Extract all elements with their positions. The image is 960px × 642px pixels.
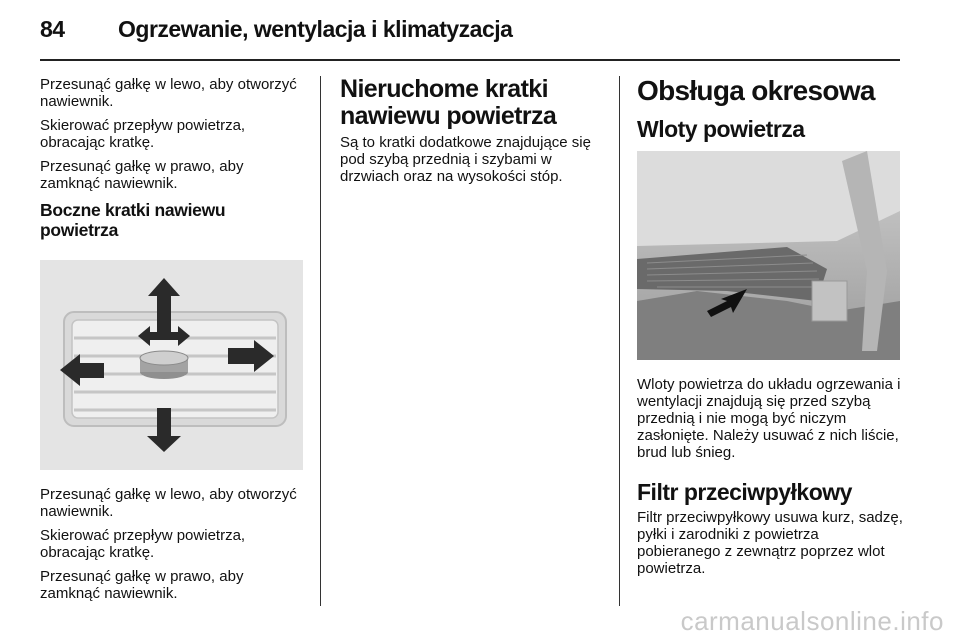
paragraph: Filtr przeciwpyłkowy usuwa kurz, sadzę, pyłki i zarodniki z powietrza pobieranego z zewnątrz poprzez wlot powietrza. <box>637 509 903 577</box>
paragraph: Przesunąć gałkę w lewo, aby otworzyć nawiewnik. <box>40 486 297 520</box>
section-heading-air-intakes: Wloty powietrza <box>637 116 805 142</box>
paragraph: Przesunąć gałkę w lewo, aby otworzyć nawiewnik. <box>40 76 297 110</box>
watermark: carmanualsonline.info <box>680 606 944 636</box>
column-1-lower <box>40 486 304 609</box>
page-number: 84 <box>40 16 65 42</box>
paragraph: Są to kratki dodatkowe znajdujące się pod szybą przednią i szybami w drzwiach oraz na wysokości stóp. <box>340 134 591 185</box>
paragraph: Wloty powietrza do układu ogrzewania i wentylacji znajdują się przed szybą przednią i nie mogą być niczym zasłonięte. Należy usuwać z nich liście, brud lub śnieg. <box>637 376 901 461</box>
page-header <box>40 0 900 62</box>
paragraph: Przesunąć gałkę w prawo, aby zamknąć nawiewnik. <box>40 158 244 192</box>
column-2 <box>340 76 610 192</box>
column-3 <box>637 76 905 157</box>
column-divider <box>320 76 321 606</box>
section-heading-side-vents: Boczne kratki nawiewu powietrza <box>40 200 226 240</box>
section-heading-maintenance: Obsługa okresowa <box>637 75 875 106</box>
header-rule <box>40 59 900 61</box>
paragraph: Przesunąć gałkę w prawo, aby zamknąć nawiewnik. <box>40 568 244 602</box>
column-1 <box>40 76 304 249</box>
page-title: Ogrzewanie, wentylacja i klimatyzacja <box>118 16 513 42</box>
paragraph: Skierować przepływ powietrza, obracając kratkę. <box>40 527 246 561</box>
section-heading-fixed-vents: Nieruchome kratki nawiewu powietrza <box>340 75 557 130</box>
column-divider <box>619 76 620 606</box>
side-vent-illustration <box>40 260 303 470</box>
column-3-lower <box>637 376 905 584</box>
section-heading-pollen-filter: Filtr przeciwpyłkowy <box>637 479 852 505</box>
paragraph: Skierować przepływ powietrza, obracając kratkę. <box>40 117 246 151</box>
air-intake-photo <box>637 151 900 360</box>
